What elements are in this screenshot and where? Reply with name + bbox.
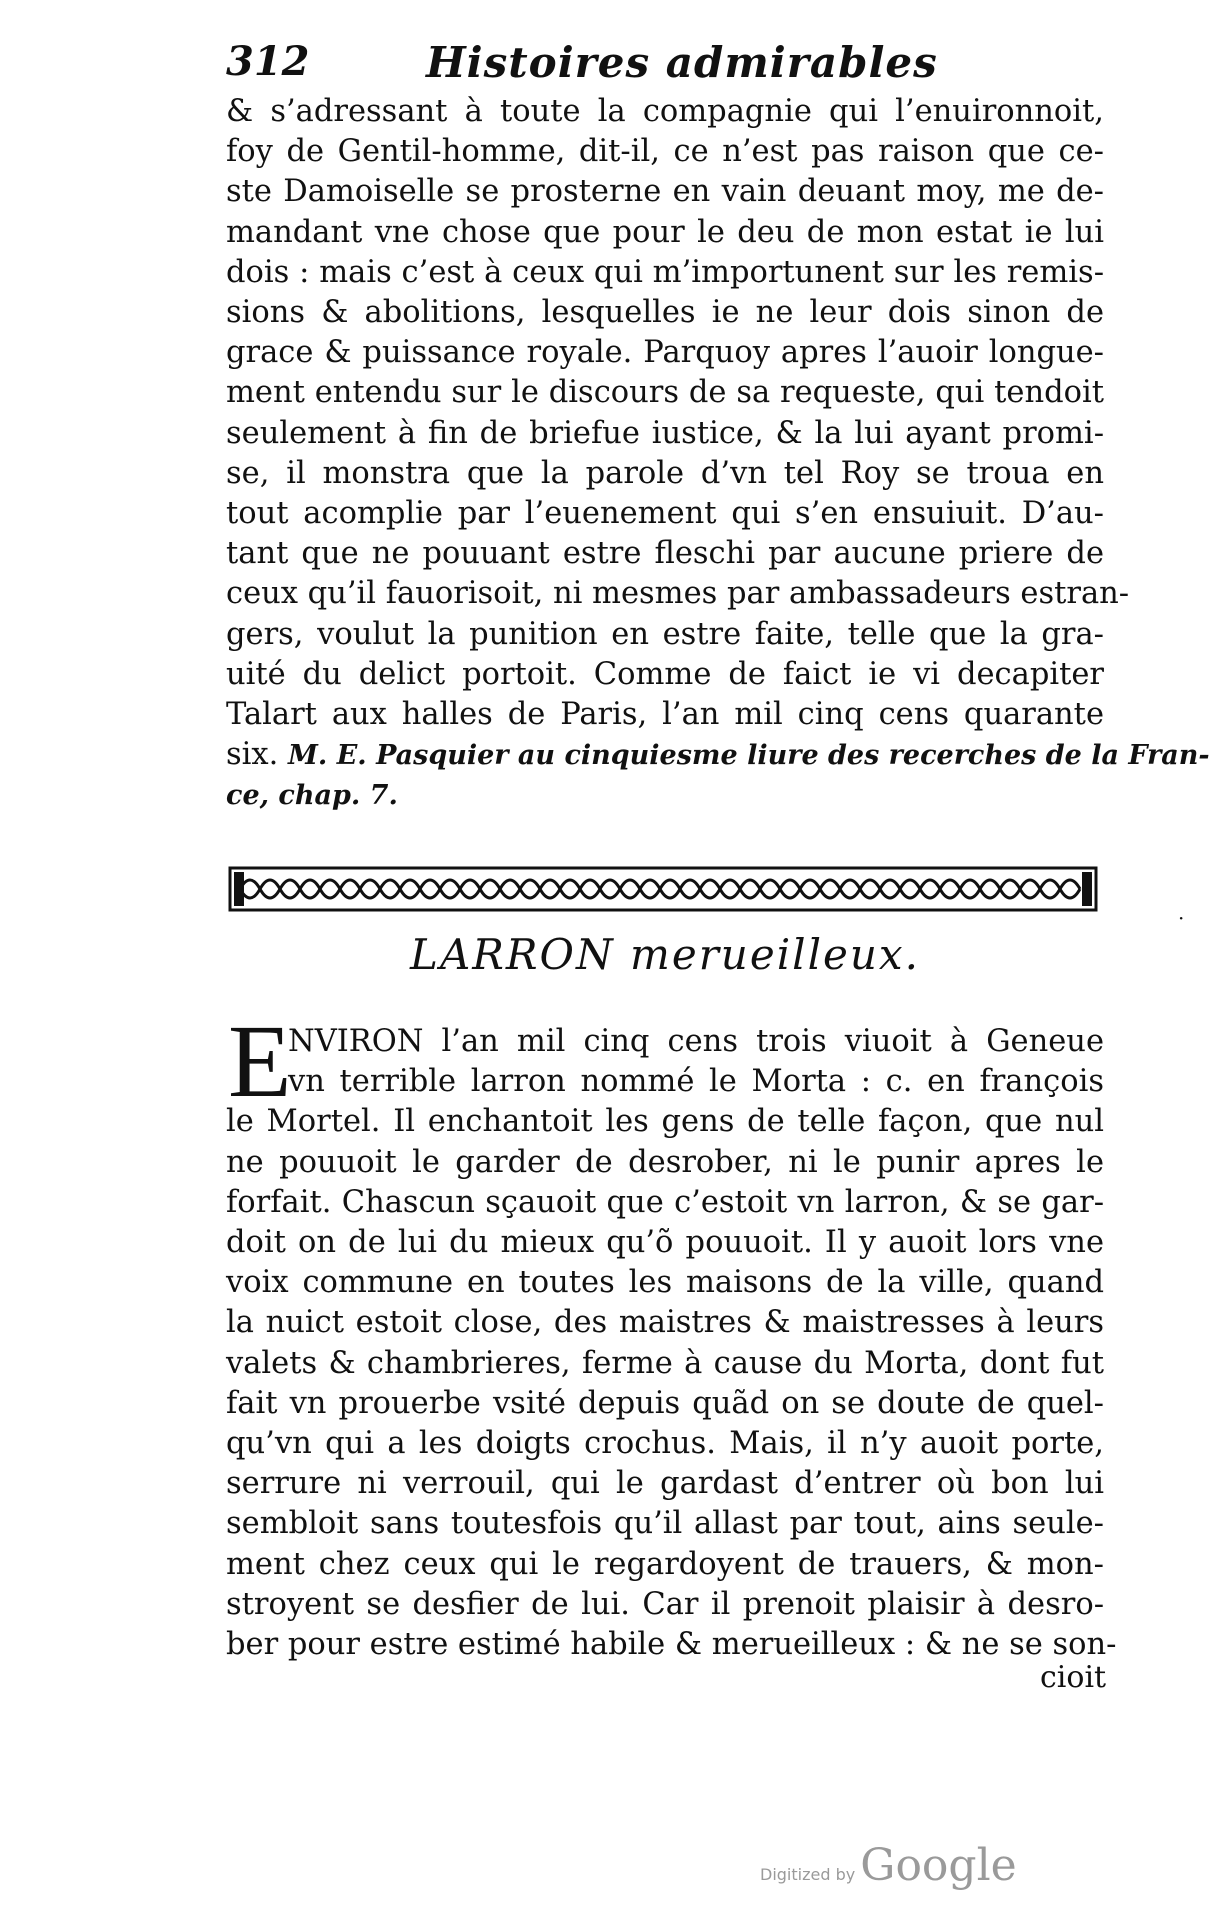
digitization-watermark (760, 1840, 1017, 1891)
source-note: M. E. Pasquier au cinquiesme liure des recerches de la Fran- (288, 740, 1210, 772)
text-line: & s’adressant à toute la compagnie qui l’enuironnoit, (226, 94, 1104, 129)
text-line: sions & abolitions, lesquelles ie ne leur dois sinon de (226, 295, 1104, 331)
text-line: dois : mais c’est à ceux qui m’importunent sur les remis- (226, 254, 1104, 290)
text-line: NVIRON l’an mil cinq cens trois viuoit à Geneue (288, 1024, 1104, 1059)
text-line: Talart aux halles de Paris, l’an mil cinq cens quarante (226, 697, 1104, 733)
text-line-with-note (226, 735, 1210, 776)
catchword: cioit (1040, 1660, 1107, 1695)
text-line: tout acomplie par l’euenement qui s’en ensuiuit. D’au- (226, 496, 1104, 532)
text-line: ste Damoiselle se prosterne en vain deuant moy, me de- (226, 174, 1104, 210)
text-line: grace & puissance royale. Parquoy apres l’auoir longue- (226, 335, 1104, 371)
text-line: stroyent se desfier de lui. Car il prenoit plaisir à desro- (226, 1586, 1104, 1622)
text-line: tant que ne pouuant estre fleschi par aucune priere de (226, 536, 1104, 572)
watermark-brand: Google (860, 1840, 1017, 1891)
text-line: voix commune en toutes les maisons de la ville, quand (226, 1265, 1104, 1301)
text-line: fait vn prouerbe vsité depuis quãd on se doute de quel- (226, 1385, 1104, 1421)
text-line: foy de Gentil-homme, dit-il, ce n’est pas raison que ce- (226, 134, 1104, 170)
text-fragment: six. (226, 737, 279, 773)
text-line: ber pour estre estimé habile & merueilleux : & ne se son- (226, 1627, 1117, 1663)
text-line: seulement à fin de briefue iustice, & la lui ayant promi- (226, 415, 1104, 451)
decorative-ornament-band (230, 866, 1096, 912)
text-line: mandant vne chose que pour le deu de mon estat ie lui (226, 214, 1104, 250)
text-line: ceux qu’il fauorisoit, ni mesmes par ambassadeurs estran- (226, 576, 1130, 612)
text-line: serrure ni verrouil, qui le gardast d’entrer où bon lui (226, 1466, 1104, 1502)
text-line: uité du delict portoit. Comme de faict ie vi decapiter (226, 656, 1104, 692)
text-line: se, il monstra que la parole d’vn tel Roy se troua en (226, 455, 1104, 491)
text-line: ne pouuoit le garder de desrober, ni le punir apres le (226, 1144, 1104, 1180)
text-line: doit on de lui du mieux qu’õ pouuoit. Il y auoit lors vne (226, 1225, 1104, 1261)
source-note-continuation: ce, chap. 7. (226, 780, 398, 812)
watermark-prefix: Digitized by (760, 1865, 856, 1884)
text-line: ment entendu sur le discours de sa requeste, qui tendoit (226, 375, 1104, 411)
text-line: le Mortel. Il enchantoit les gens de telle façon, que nul (226, 1104, 1104, 1140)
page-header (226, 38, 1106, 98)
text-line: sembloit sans toutesfois qu’il allast par tout, ains seule- (226, 1506, 1104, 1542)
margin-mark: · (1178, 906, 1185, 930)
text-line: gers, voulut la punition en estre faite, telle que la gra- (226, 616, 1104, 652)
running-title: Histoires admirables (426, 38, 938, 87)
page-number: 312 (226, 38, 310, 85)
text-line: la nuict estoit close, des maistres & maistresses à leurs (226, 1305, 1104, 1341)
text-line: ment chez ceux qui le regardoyent de trauers, & mon- (226, 1546, 1104, 1582)
text-block-continuation (226, 92, 1210, 817)
section-title: LARRON merueilleux. (410, 930, 920, 979)
text-line: vn terrible larron nommé le Morta : c. en françois (288, 1064, 1104, 1100)
drop-capital: E (228, 1004, 292, 1119)
text-line: qu’vn qui a les doigts crochus. Mais, il n’y auoit porte, (226, 1426, 1104, 1462)
text-line: forfait. Chascun sçauoit que c’estoit vn larron, & se gar- (226, 1184, 1104, 1220)
text-block-section (226, 1022, 1117, 1665)
text-line: valets & chambrieres, ferme à cause du Morta, dont fut (226, 1345, 1104, 1381)
